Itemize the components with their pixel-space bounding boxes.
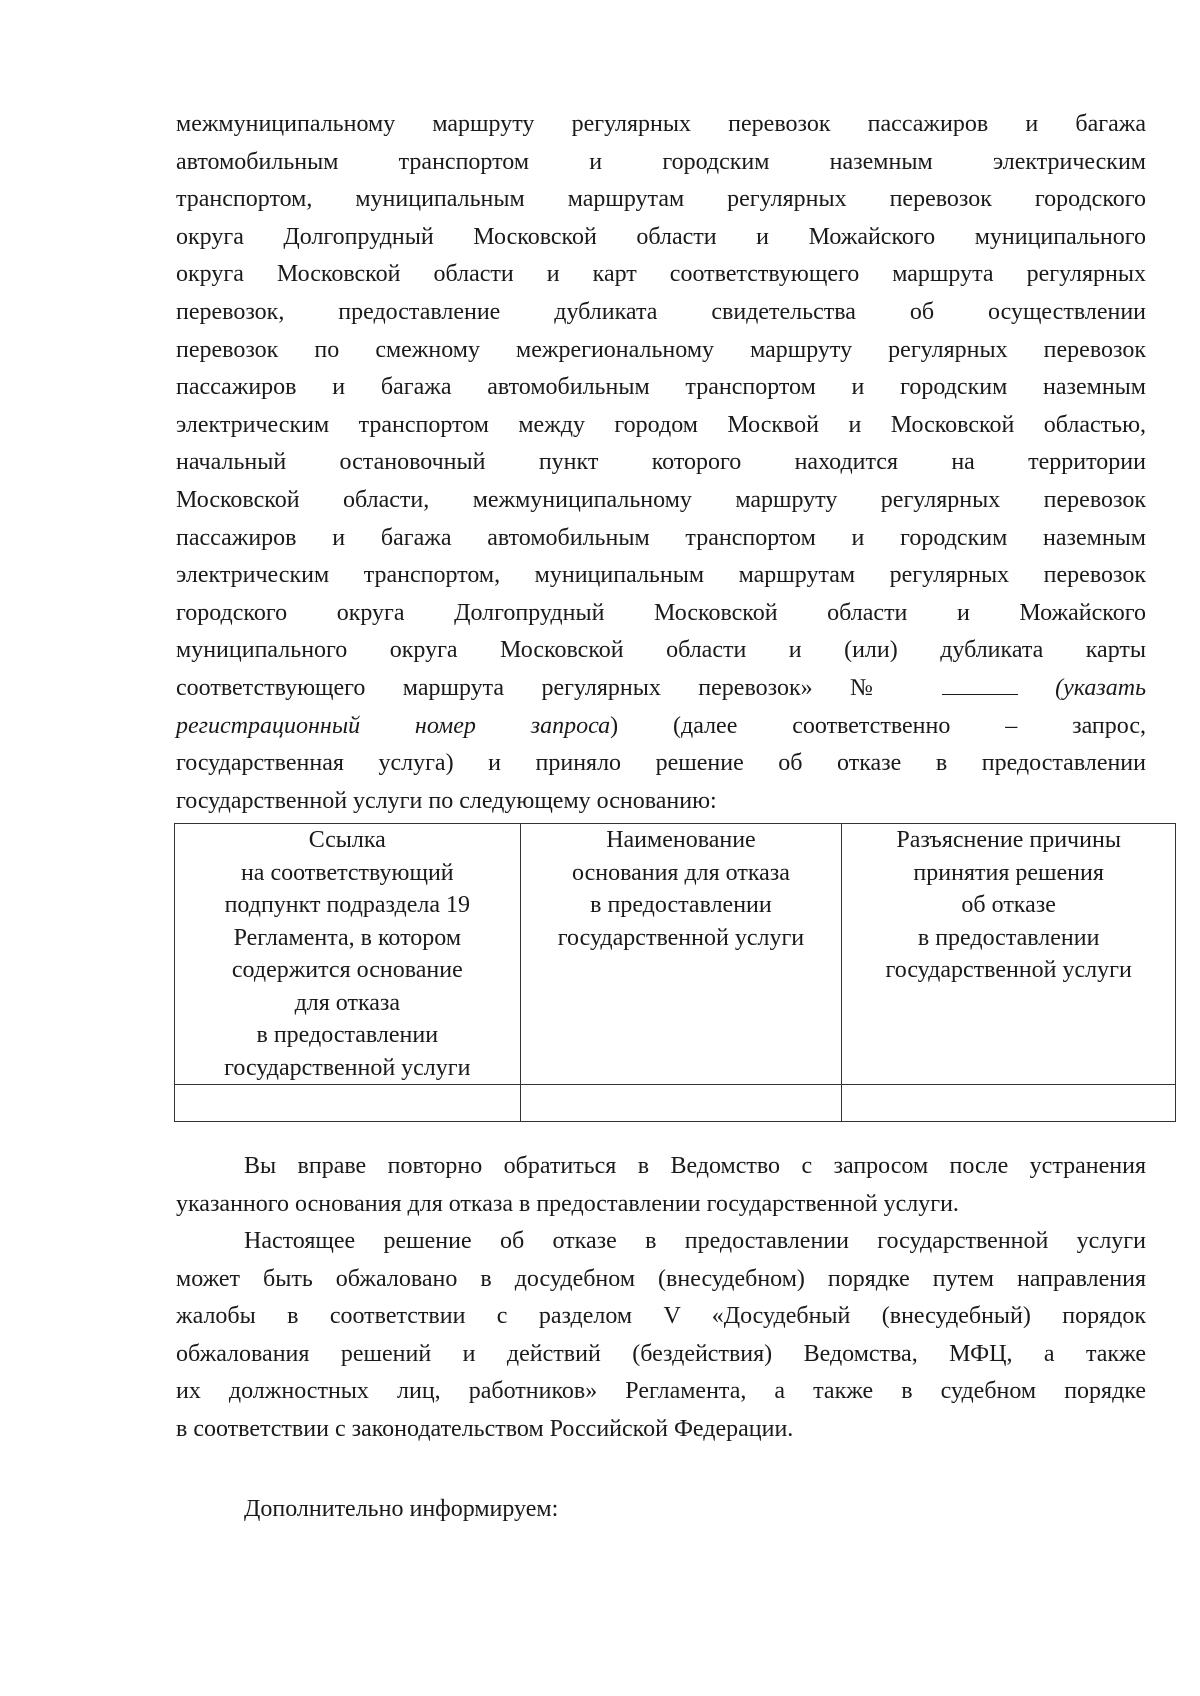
text-line: перевозок, предоставление дубликата свидетельства об осуществлении <box>176 298 1146 325</box>
italic-note: (указать <box>1055 674 1147 701</box>
table-header-row <box>175 824 1176 1085</box>
text-line: межмуниципальному маршруту регулярных перевозок пассажиров и багажа <box>176 111 1146 137</box>
text-line: Московской области, межмуниципальному маршруту регулярных перевозок <box>176 486 1146 513</box>
text-line: их должностных лиц, работников» Регламента, а также в судебном порядке <box>176 1378 1146 1405</box>
additional-info-paragraph <box>176 1491 1146 1529</box>
decision-text-block <box>176 106 1146 820</box>
text-line <box>176 708 1146 746</box>
text-line: перевозок по смежному межрегиональному маршруту регулярных перевозок <box>176 336 1146 363</box>
text-line: городского округа Долгопрудный Московской области и Можайского <box>176 599 1146 626</box>
text-line: автомобильным транспортом и городским наземным электрическим <box>176 148 1146 175</box>
cell-text: Регламента, в котором <box>233 924 462 951</box>
text-line: Дополнительно информируем: <box>244 1496 559 1522</box>
text-line: округа Долгопрудный Московской области и Можайского муниципального <box>176 223 1146 250</box>
text-line: в соответствии с законодательством Российской Федерации. <box>176 1415 794 1442</box>
text-line: электрическим транспортом между городом Москвой и Московской областью, <box>176 411 1146 438</box>
cell-text: основания для отказа <box>571 859 790 886</box>
text-line: транспортом, муниципальным маршрутам регулярных перевозок городского <box>176 186 1146 213</box>
header-cell-basis-name <box>520 824 842 1085</box>
text-line: жалобы в соответствии с разделом V «Досудебный (внесудебный) порядок <box>176 1303 1146 1330</box>
cell-text: на соответствующий <box>240 859 454 886</box>
text-line: может быть обжаловано в досудебном (внесудебном) порядке путем направления <box>176 1265 1146 1292</box>
cell-text: Наименование <box>606 827 756 853</box>
cell-text: Разъяснение причины <box>896 827 1121 853</box>
cell-text: в предоставлении <box>917 924 1100 951</box>
text-segment: соответствующего маршрута регулярных перевозок» № <box>176 674 905 701</box>
cell-text: государственной услуги <box>885 957 1132 983</box>
cell-text: об отказе <box>961 892 1056 918</box>
text-line: обжалования решений и действий (бездействия) Ведомства, МФЦ, а также <box>176 1340 1146 1367</box>
appeal-paragraph <box>176 1223 1146 1449</box>
text-line: начальный остановочный пункт которого находится на территории <box>176 449 1146 476</box>
reapply-paragraph <box>176 1148 1146 1223</box>
text-line: Вы вправе повторно обратиться в Ведомство с запросом после устранения <box>244 1153 1146 1179</box>
text-line: государственной услуги по следующему основанию: <box>176 787 717 814</box>
text-line: округа Московской области и карт соответствующего маршрута регулярных <box>176 261 1146 288</box>
text-line: государственная услуга) и приняло решение об отказе в предоставлении <box>176 750 1146 777</box>
cell-text: государственной услуги <box>224 1054 471 1081</box>
text-line: указанного основания для отказа в предоставлении государственной услуги. <box>176 1190 959 1217</box>
cell-text: для отказа <box>294 989 401 1016</box>
request-number-blank <box>942 674 1018 695</box>
text-line: муниципального округа Московской области и (или) дубликата карты <box>176 637 1146 664</box>
table-row <box>175 1085 1176 1122</box>
cell-text: в предоставлении <box>590 892 772 918</box>
header-cell-explanation <box>842 824 1176 1085</box>
text-line: пассажиров и багажа автомобильным транспортом и городским наземным <box>176 524 1146 551</box>
table-cell-empty <box>175 1085 521 1122</box>
text-line: электрическим транспортом, муниципальным маршрутам регулярных перевозок <box>176 562 1146 589</box>
text-line: пассажиров и багажа автомобильным транспортом и городским наземным <box>176 374 1146 401</box>
header-cell-reference <box>175 824 521 1085</box>
cell-text: подпункт подраздела 19 <box>224 892 471 918</box>
text-line: Настоящее решение об отказе в предоставлении государственной услуги <box>244 1228 1146 1254</box>
cell-text: государственной услуги <box>557 924 805 951</box>
table-cell-empty <box>520 1085 842 1122</box>
cell-text: принятия решения <box>913 859 1104 886</box>
text-segment: ) (далее соответственно – запрос, <box>610 712 1146 739</box>
cell-text: содержится основание <box>231 957 463 983</box>
table-cell-empty <box>842 1085 1176 1122</box>
refusal-basis-table <box>174 823 1176 1122</box>
italic-note: регистрационный номер запроса <box>176 712 611 739</box>
cell-text: Ссылка <box>308 827 386 853</box>
cell-text: в предоставлении <box>256 1022 439 1048</box>
text-line-request-number <box>176 670 1146 708</box>
